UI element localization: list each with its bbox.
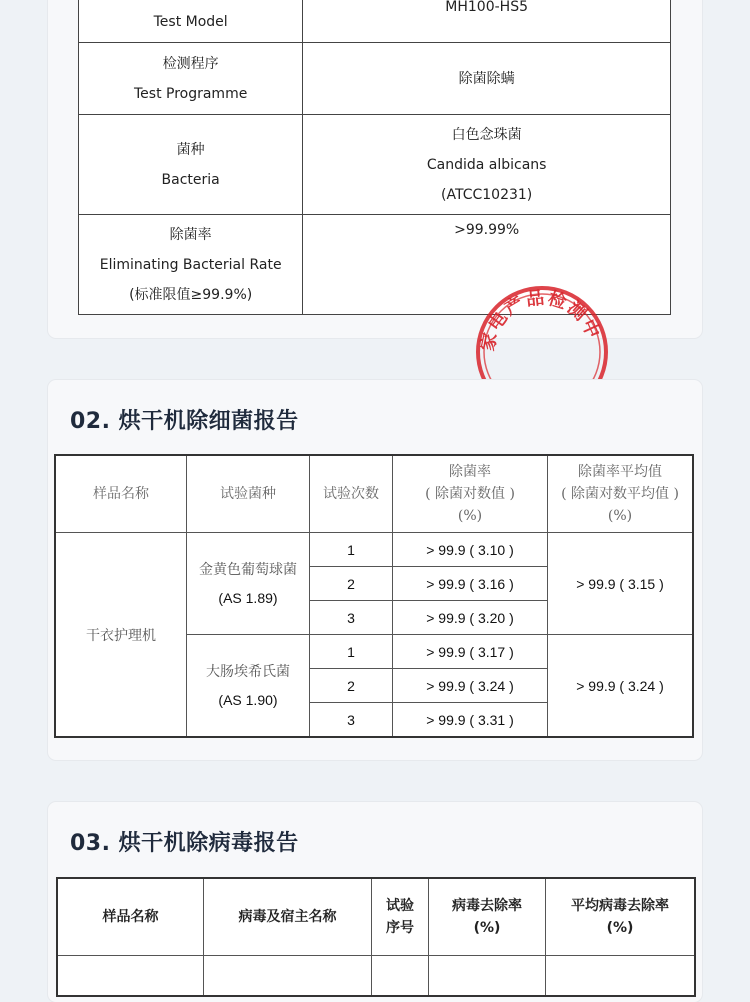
header-avg-line: ( 除菌对数平均值 ) (561, 486, 679, 503)
header-virus: 病毒及宿主名称 (204, 878, 372, 956)
section-title: 02. 烘干机除细菌报告 (70, 409, 299, 434)
table-row (79, 43, 671, 115)
header-rate-line: 病毒去除率 (452, 898, 522, 914)
value-text: >99.99% (454, 222, 520, 238)
value-cell (303, 115, 671, 215)
trial-rate: > 99.9 ( 3.10 ) (393, 533, 548, 567)
header-trial-line: 序号 (386, 920, 414, 936)
table-row (55, 533, 693, 567)
value-text: MH100-HS5 (445, 0, 528, 15)
label-cn: 检测程序 (162, 55, 219, 72)
trial-number: 2 (310, 567, 393, 601)
value-text: Candida albicans (426, 156, 547, 173)
trial-rate: > 99.9 ( 3.17 ) (393, 635, 548, 669)
table-row (57, 956, 695, 996)
label-cn: 菌种 (176, 141, 205, 158)
trial-rate: > 99.9 ( 3.24 ) (393, 669, 548, 703)
header-avg (546, 878, 696, 956)
value-cell (303, 43, 671, 115)
header-trial (372, 878, 429, 956)
label-cell (79, 115, 303, 215)
value-text: 除菌除螨 (458, 70, 515, 87)
label-en: Bacteria (161, 171, 220, 188)
inspection-seal (470, 284, 620, 353)
header-avg (548, 455, 694, 533)
trial-number: 3 (310, 703, 393, 737)
report1-table (78, 0, 671, 315)
section-title: 03. 烘干机除病毒报告 (70, 831, 299, 856)
header-rate-line: (%) (457, 508, 483, 525)
label-note: (标准限值≥99.9%) (129, 286, 253, 303)
header-avg-line: (%) (607, 508, 633, 525)
table-header-row (57, 878, 695, 956)
strain-name: 大肠埃希氏菌 (206, 663, 290, 680)
trial-rate: > 99.9 ( 3.31 ) (393, 703, 548, 737)
trial-rate: > 99.9 ( 3.20 ) (393, 601, 548, 635)
strain-cell (187, 533, 310, 635)
label-cell (79, 215, 303, 315)
trial-rate: > 99.9 ( 3.16 ) (393, 567, 548, 601)
trial-number: 1 (310, 533, 393, 567)
header-rate (429, 878, 546, 956)
sample-name: 干衣护理机 (55, 533, 187, 737)
header-avg-line: 平均病毒去除率 (571, 898, 669, 914)
header-rate (393, 455, 548, 533)
seal-text: 家电产品检测中 (477, 287, 605, 353)
value-text: 白色念珠菌 (451, 126, 522, 143)
table-header-row (55, 455, 693, 533)
label-cn: 除菌率 (169, 226, 212, 243)
header-avg-line: (%) (606, 920, 634, 936)
label-cell (79, 0, 303, 43)
table-row (79, 115, 671, 215)
strain-code: (AS 1.89) (218, 589, 278, 606)
header-strain: 试验菌种 (187, 455, 310, 533)
strain-cell (187, 635, 310, 737)
header-trials: 试验次数 (310, 455, 393, 533)
table-row (79, 0, 671, 43)
header-rate-line: 除菌率 (449, 464, 491, 481)
label-en: Test Programme (133, 85, 248, 102)
trial-number: 3 (310, 601, 393, 635)
header-trial-line: 试验 (386, 898, 414, 914)
header-avg-line: 除菌率平均值 (578, 464, 662, 481)
label-cell (79, 43, 303, 115)
avg-rate: > 99.9 ( 3.24 ) (548, 635, 694, 737)
header-sample: 样品名称 (57, 878, 204, 956)
report2-table (54, 454, 694, 738)
trial-number: 2 (310, 669, 393, 703)
header-rate-line: (%) (473, 920, 501, 936)
value-text: (ATCC10231) (441, 186, 533, 203)
header-sample: 样品名称 (55, 455, 187, 533)
value-cell (303, 0, 671, 43)
label-en: Test Model (153, 13, 228, 30)
strain-name: 金黄色葡萄球菌 (199, 561, 297, 578)
avg-rate: > 99.9 ( 3.15 ) (548, 533, 694, 635)
trial-number: 1 (310, 635, 393, 669)
report3-table (56, 877, 696, 997)
strain-code: (AS 1.90) (218, 691, 278, 708)
label-en: Eliminating Bacterial Rate (99, 256, 282, 273)
header-rate-line: ( 除菌对数值 ) (425, 486, 515, 503)
svg-text:家电产品检测中 (476, 287, 605, 353)
